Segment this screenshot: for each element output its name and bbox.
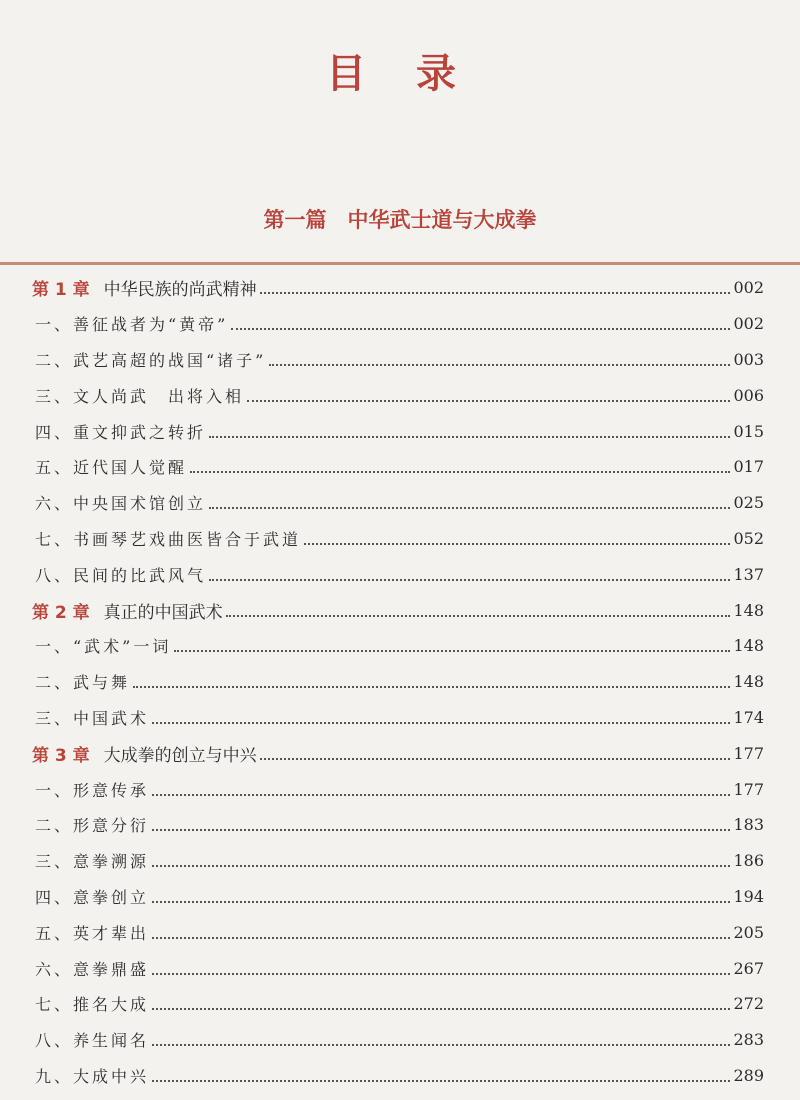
section-title: 一、“武术”一词	[35, 637, 172, 657]
dot-leader	[174, 649, 730, 652]
section-title: 六、中央国术馆创立	[35, 494, 207, 514]
dot-leader	[152, 936, 730, 939]
toc-section-row[interactable]	[0, 556, 800, 592]
toc-section-row[interactable]	[0, 342, 800, 378]
chapter-number: 第 2 章	[32, 602, 90, 623]
page-number: 002	[733, 314, 764, 334]
section-title: 九、大成中兴	[35, 1066, 150, 1086]
dot-leader	[209, 506, 730, 509]
section-title: 五、近代国人觉醒	[35, 458, 188, 478]
dot-leader	[231, 327, 730, 330]
section-title: 四、重文抑武之转折	[35, 422, 207, 442]
dot-leader	[152, 864, 730, 867]
chapter-title: 大成拳的创立与中兴	[103, 745, 257, 766]
divider	[0, 262, 800, 265]
dot-leader	[269, 363, 730, 366]
dot-leader	[152, 972, 730, 975]
dot-leader	[133, 685, 730, 688]
toc-section-row[interactable]	[0, 377, 800, 413]
toc-section-row[interactable]	[0, 521, 800, 557]
toc-chapter-row[interactable]	[0, 735, 800, 771]
page-number: 006	[733, 385, 764, 405]
toc-list	[0, 270, 800, 1093]
toc-section-row[interactable]	[0, 986, 800, 1022]
dot-leader	[247, 399, 730, 402]
section-title: 五、英才辈出	[35, 923, 150, 943]
section-title: 一、善征战者为“黄帝”	[35, 315, 229, 335]
section-title: 七、推名大成	[35, 995, 150, 1015]
page-number: 003	[733, 349, 764, 369]
page-number: 025	[733, 493, 764, 513]
dot-leader	[152, 1007, 730, 1010]
page-number: 283	[733, 1030, 764, 1050]
toc-section-row[interactable]	[0, 807, 800, 843]
section-title: 三、中国武术	[35, 708, 150, 728]
dot-leader	[209, 435, 730, 438]
page-number: 177	[733, 779, 764, 799]
page-number: 137	[733, 564, 764, 584]
toc-section-row[interactable]	[0, 1022, 800, 1058]
section-title: 八、民间的比武风气	[35, 565, 207, 585]
dot-leader	[152, 721, 730, 724]
page-number: 267	[733, 958, 764, 978]
toc-section-row[interactable]	[0, 1058, 800, 1094]
section-title: 七、书画琴艺戏曲医皆合于武道	[35, 529, 302, 549]
page-number: 186	[733, 851, 764, 871]
page-number: 174	[733, 707, 764, 727]
dot-leader	[152, 793, 730, 796]
page-number: 272	[733, 994, 764, 1014]
dot-leader	[209, 578, 730, 581]
page-number: 015	[733, 421, 764, 441]
page-number: 194	[733, 886, 764, 906]
section-title: 一、形意传承	[35, 780, 150, 800]
toc-section-row[interactable]	[0, 950, 800, 986]
page-number: 148	[733, 600, 764, 620]
toc-section-row[interactable]	[0, 843, 800, 879]
page-number: 002	[733, 278, 764, 298]
section-title: 三、文人尚武 出将入相	[35, 386, 245, 406]
dot-leader	[260, 291, 731, 294]
section-title: 六、意拳鼎盛	[35, 959, 150, 979]
chapter-title: 真正的中国武术	[103, 602, 223, 623]
page-number: 289	[733, 1065, 764, 1085]
toc-section-row[interactable]	[0, 664, 800, 700]
dot-leader	[260, 757, 731, 760]
toc-title: 目 录	[326, 51, 474, 97]
toc-section-row[interactable]	[0, 306, 800, 342]
chapter-title: 中华民族的尚武精神	[103, 280, 257, 301]
page-number: 183	[733, 815, 764, 835]
toc-section-row[interactable]	[0, 449, 800, 485]
part-heading: 第一篇 中华武士道与大成拳	[263, 208, 537, 232]
section-title: 二、武艺高超的战国“诸子”	[35, 350, 267, 370]
toc-chapter-row[interactable]	[0, 270, 800, 306]
page-number: 205	[733, 922, 764, 942]
section-title: 二、形意分衍	[35, 816, 150, 836]
section-title: 四、意拳创立	[35, 887, 150, 907]
toc-section-row[interactable]	[0, 771, 800, 807]
toc-section-row[interactable]	[0, 485, 800, 521]
dot-leader	[304, 542, 730, 545]
page-number: 052	[733, 528, 764, 548]
dot-leader	[226, 614, 731, 617]
page-number: 148	[733, 636, 764, 656]
dot-leader	[190, 470, 730, 473]
section-title: 三、意拳溯源	[35, 852, 150, 872]
toc-section-row[interactable]	[0, 413, 800, 449]
toc-section-row[interactable]	[0, 700, 800, 736]
chapter-number: 第 3 章	[32, 745, 90, 766]
toc-chapter-row[interactable]	[0, 592, 800, 628]
chapter-number: 第 1 章	[32, 280, 90, 301]
section-title: 二、武与舞	[35, 673, 131, 693]
toc-section-row[interactable]	[0, 628, 800, 664]
page-number: 017	[733, 457, 764, 477]
section-title: 八、养生闻名	[35, 1031, 150, 1051]
page-number: 148	[733, 672, 764, 692]
dot-leader	[152, 828, 730, 831]
toc-section-row[interactable]	[0, 879, 800, 915]
dot-leader	[152, 900, 730, 903]
dot-leader	[152, 1043, 730, 1046]
toc-section-row[interactable]	[0, 914, 800, 950]
page-number: 177	[733, 743, 764, 763]
dot-leader	[152, 1079, 730, 1082]
